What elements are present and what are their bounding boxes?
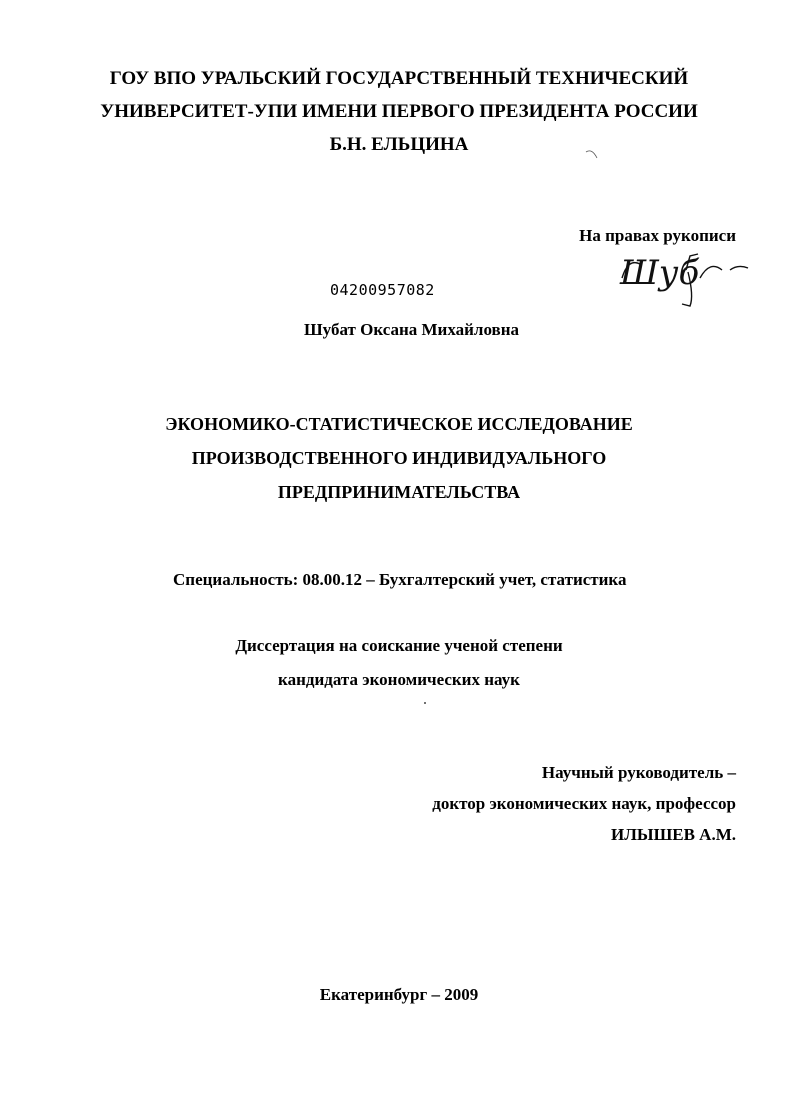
rights-note: На правах рукописи [579, 226, 736, 245]
supervisor-name: ИЛЫШЕВ А.М. [610, 825, 736, 844]
degree-line-1: Диссертация на соискание ученой степени [235, 636, 563, 655]
speck-mark [424, 702, 426, 704]
university-line-3: Б.Н. ЕЛЬЦИНА [329, 134, 469, 155]
city-year: Екатеринбург – 2009 [319, 985, 479, 1004]
university-line-1: ГОУ ВПО УРАЛЬСКИЙ ГОСУДАРСТВЕННЫЙ ТЕХНИЧЕСКИЙ [109, 68, 689, 89]
university-line-2: УНИВЕРСИТЕТ-УПИ ИМЕНИ ПЕРВОГО ПРЕЗИДЕНТА РОССИИ [100, 101, 698, 122]
author-name: Шубат Оксана Михайловна [304, 320, 519, 339]
title-line-1: ЭКОНОМИКО-СТАТИСТИЧЕСКОЕ ИССЛЕДОВАНИЕ [165, 414, 633, 434]
pen-mark-icon [584, 146, 600, 162]
specialty-line: Специальность: 08.00.12 – Бухгалтерский учет, статистика [173, 570, 627, 589]
dissertation-title [0, 407, 798, 509]
handwritten-signature [618, 248, 768, 312]
title-line-2: ПРОИЗВОДСТВЕННОГО ИНДИВИДУАЛЬНОГО [191, 448, 607, 468]
supervisor-block [432, 757, 736, 850]
degree-line-2: кандидата экономических наук [278, 670, 520, 689]
signature-text: Шуб [620, 253, 700, 293]
supervisor-degree: доктор экономических наук, профессор [432, 794, 736, 813]
degree-statement [0, 629, 798, 697]
catalog-number: 04200957082 [330, 281, 435, 299]
supervisor-role: Научный руководитель – [541, 763, 736, 782]
title-line-3: ПРЕДПРИНИМАТЕЛЬСТВА [277, 482, 521, 502]
university-name [0, 62, 798, 161]
